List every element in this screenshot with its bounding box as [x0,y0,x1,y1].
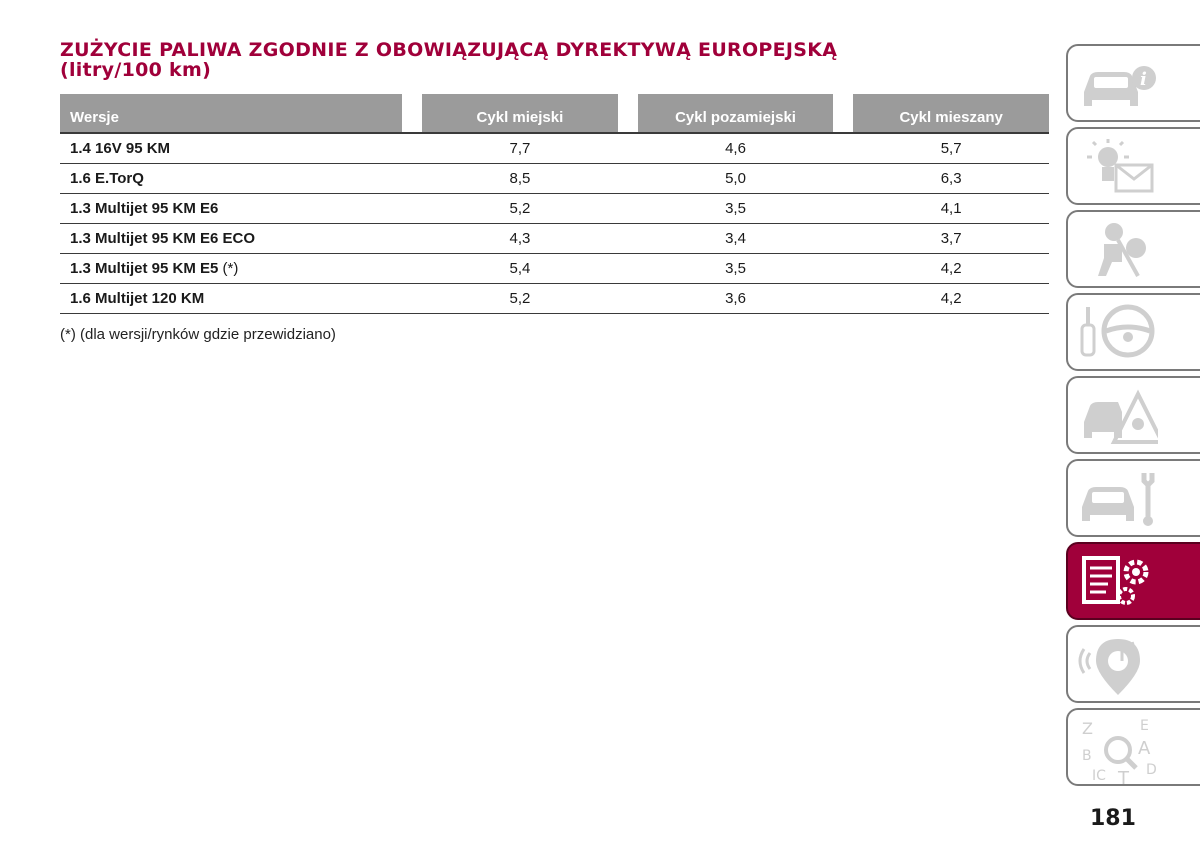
fuel-consumption-table [60,94,1049,314]
table-row [60,164,1049,194]
version-cell: 1.4 16V 95 KM [60,134,402,164]
urban-value: 5,4 [422,254,618,284]
extra-urban-value: 5,0 [638,164,834,194]
extra-urban-value: 3,4 [638,224,834,254]
svg-text:A: A [1138,738,1151,759]
combined-value: 6,3 [853,164,1049,194]
table-row [60,194,1049,224]
urban-value: 7,7 [422,134,618,164]
combined-value: 4,1 [853,194,1049,224]
airbag-seat-icon [1078,218,1158,280]
footnote: (*) (dla wersji/rynków gdzie przewidziano) [60,326,336,343]
svg-text:Z: Z [1082,719,1093,738]
header-versions: Wersje [60,94,402,134]
table-row [60,254,1049,284]
urban-value: 5,2 [422,284,618,314]
multimedia-icon [1078,633,1158,695]
version-cell: 1.6 E.TorQ [60,164,402,194]
version-cell: 1.3 Multijet 95 KM E5 (*) [60,254,402,284]
tab-starting-driving[interactable] [1066,293,1200,371]
tab-emergency[interactable] [1066,376,1200,454]
combined-value: 4,2 [853,284,1049,314]
heading-line-1: ZUŻYCIE PALIWA ZGODNIE Z OBOWIĄZUJĄCĄ DYREKTYWĄ EUROPEJSKĄ [60,39,838,61]
table-header-row [60,94,1049,134]
svg-text:D: D [1146,762,1157,778]
alphabetical-index-icon [1078,716,1158,786]
tab-maintenance[interactable] [1066,459,1200,537]
extra-urban-value: 3,6 [638,284,834,314]
svg-text:T: T [1118,768,1129,786]
urban-value: 8,5 [422,164,618,194]
tab-car-info[interactable] [1066,44,1200,122]
section-heading [60,40,1020,80]
version-cell: 1.3 Multijet 95 KM E6 ECO [60,224,402,254]
car-warning-triangle-icon [1078,384,1158,446]
extra-urban-value: 3,5 [638,254,834,284]
svg-text:i: i [1140,69,1147,90]
version-cell: 1.6 Multijet 120 KM [60,284,402,314]
svg-text:E: E [1140,718,1149,734]
tab-technical-specifications[interactable] [1066,542,1200,620]
extra-urban-value: 4,6 [638,134,834,164]
extra-urban-value: 3,5 [638,194,834,224]
urban-value: 5,2 [422,194,618,224]
car-info-icon [1078,52,1158,114]
version-cell: 1.3 Multijet 95 KM E6 [60,194,402,224]
table-row [60,284,1049,314]
table-row [60,134,1049,164]
svg-text:IC: IC [1092,768,1106,784]
combined-value: 3,7 [853,224,1049,254]
page-number: 181 [1090,806,1136,831]
tab-multimedia[interactable] [1066,625,1200,703]
urban-value: 4,3 [422,224,618,254]
heading-line-2: (litry/100 km) [60,59,212,81]
tab-lights-messages[interactable] [1066,127,1200,205]
specs-gears-icon [1078,550,1158,612]
lights-message-icon [1078,135,1158,197]
tab-index[interactable] [1066,708,1200,786]
header-urban-cycle: Cykl miejski [422,94,618,134]
tab-safety[interactable] [1066,210,1200,288]
car-wrench-icon [1078,467,1158,529]
table-row [60,224,1049,254]
header-combined-cycle: Cykl mieszany [853,94,1049,134]
svg-text:B: B [1082,748,1092,764]
header-extra-urban-cycle: Cykl pozamiejski [638,94,834,134]
combined-value: 4,2 [853,254,1049,284]
combined-value: 5,7 [853,134,1049,164]
key-steering-wheel-icon [1078,301,1158,363]
